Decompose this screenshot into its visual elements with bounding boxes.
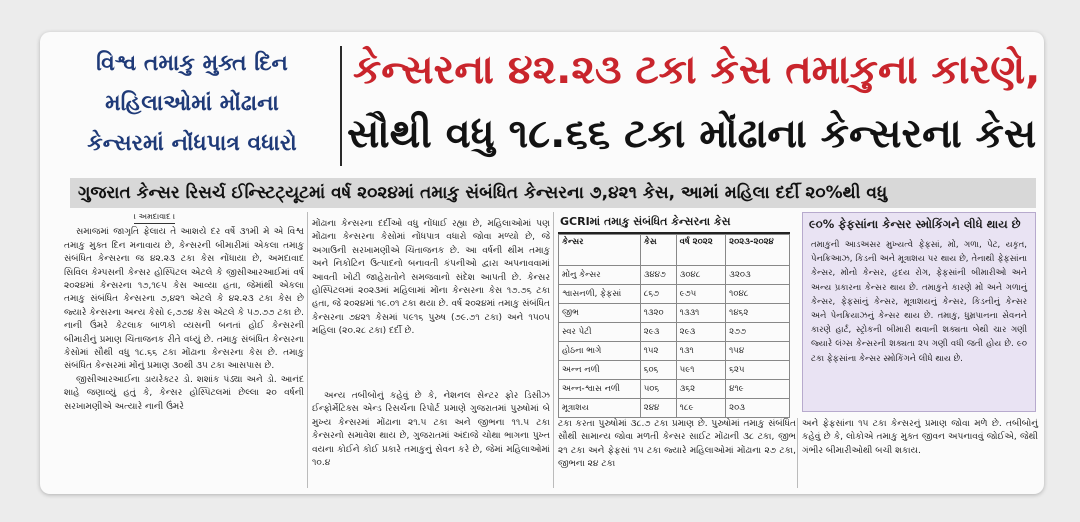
case-count-cell: ૯૭૫: [676, 285, 726, 304]
article-column-2: [312, 218, 550, 388]
case-count-cell: ૪૧૯: [726, 380, 790, 399]
article-column-2-continued: [312, 390, 550, 469]
headline-line-2: સૌથી વધુ ૧૮.૬૬ ટકા મોંઢાના કેન્સરના કેસ: [347, 111, 1037, 157]
cancer-type-cell: મૂત્રાશય: [559, 399, 641, 418]
table-row: [559, 380, 790, 399]
article-column-4: [802, 418, 1038, 488]
table-title: GCRIમાં તમાકુ સંબંધિત કેન્સરના કેસ: [558, 212, 790, 234]
table-header-cell: કેન્સર: [559, 235, 641, 266]
case-count-cell: ૨૯૩: [676, 323, 726, 342]
article-column-1: [64, 210, 304, 490]
cancer-type-cell: શ્વાસનળી, ફેફસાં: [559, 285, 641, 304]
table-row: [559, 304, 790, 323]
article-paragraph: ટકા કરતા પુરુષોમાં ૩૮.૭ ટકા પ્રમાણ છે. પુરુષોમાં તમાકુ સંબંધિત સૌથી સામાન્ય જોવા મળતી કેન્સર સાઈટ મોંઢાની ૩૮ ટકા, જીભ ૨૧ ટકા અને ફેફસાં ૧૫ ટકા જ્યારે મહિલાઓમાં મોંઢાના ૨૭ ટકા, જીભના ૨૪ ટકા: [558, 419, 796, 470]
cancer-type-cell: સ્વર પેટી: [559, 323, 641, 342]
case-count-cell: ૬૦૬: [640, 361, 676, 380]
case-count-cell: ૨૭૭: [726, 323, 790, 342]
article-paragraph: મોંઢાના કેન્સરના દર્દીઓ વધુ નોંધાઈ રહ્યા છે, મહિલાઓમાં પણ મોંઢાના કેન્સરના કેસોમાં નોંધપાત્ર વધારો જોવા મળ્યો છે, જે અગાઉની સરખામણીએ ચિંતાજનક છે. આ વર્ષની થીમ તમાકુ અને નિકોટિન ઉત્પાદનો બનાવતી કંપનીઓ દ્વારા અપનાવવામાં આવતી ખોટી જાહેરાતોને સમજવાનો સંદેશ આપતી છે. કેન્સર હોસ્પિટલમાં ૨૦૨૩માં મહિલામાં મોંના કેન્સરના કેસ ૧૭.૭૬ ટકા હતા, જે ૨૦૨૪માં ૧૯.૦૧ ટકા થયા છે. વર્ષ ૨૦૨૪માં તમાકુ સંબંધિત કેન્સરના ૭૪૨૧ કેસમાં ૫૯૧૬ પુરુષ (૭૯.૭૧ ટકા) અને ૧૫૦૫ મહિલા (૨૦.૨૮ ટકા) દર્દી છે.: [312, 219, 550, 337]
case-count-cell: ૨૦૩: [726, 399, 790, 418]
table-header-cell: વર્ષ ૨૦૨૨: [676, 235, 726, 266]
kicker-line: મહિલાઓમાં મોંઢાના: [105, 91, 279, 116]
case-count-cell: ૧૩૨૦: [640, 304, 676, 323]
cancer-type-cell: મોંનુ કેન્સર: [559, 266, 641, 285]
article-paragraph: સમાજમાં જાગૃતિ ફેલાય તે આશયે દર વર્ષે ૩૧મી મે એ વિશ્વ તમાકુ મુક્ત દિન મનાવાય છે, કેન્સરની બીમારીમાં એકલા તમાકુ સંબંધિત કેન્સરના જ ૪૨.૨૩ ટકા કેસ નોંધાયા છે, અમદાવાદ સિવિલ કેમ્પસની કેન્સર હોસ્પિટલ એટલે કે જીસીઆરઆઈમાં વર્ષ ૨૦૨૪માં કેન્સરના ૧૭,૧૯૫ કેસ આવ્યા હતા, જેમાંથી એકલા તમાકુ સંબંધિત કેન્સરના ૭,૪૨૧ એટલે કે ૪૨.૨૩ ટકા કેસ છે જ્યારે કેન્સરના અન્ય કેસો ૯,૭૭૪ કેસ એટલે કે ૫૭.૭૭ ટકા છે. નાની ઉંમરે કેટલાક બાળકો વ્યસની બનતાં હોઈ કેન્સરની બીમારીનું પ્રમાણ ચિંતાજનક રીતે વધ્યું છે. તમાકુ સંબંધિત કેન્સરના કેસોમાં સૌથી વધુ ૧૮.૬૬ ટકા મોંઢાના કેન્સરના કેસ છે. તમાકુ સંબંધિત કેન્સરમાં મોંનું પ્રમાણ ૩૦થી ૩૫ ટકા આસપાસ છે.: [64, 227, 304, 372]
table-header-cell: ૨૦૨૩-૨૦૨૪: [726, 235, 790, 266]
cancer-cases-table: [558, 212, 790, 412]
header-divider: [340, 46, 342, 166]
case-count-cell: ૧૩૩૧: [676, 304, 726, 323]
cancer-type-cell: અન્ન-શ્વાસ નળી: [559, 380, 641, 399]
cancer-type-cell: હોઠના ભાગે: [559, 342, 641, 361]
table-header-row: [559, 235, 790, 266]
table-row: [559, 342, 790, 361]
kicker-line: વિશ્વ તમાકુ મુક્ત દિન: [96, 51, 288, 76]
cancer-type-cell: અન્ન નળી: [559, 361, 641, 380]
cancer-type-cell: જીભ: [559, 304, 641, 323]
case-count-cell: ૧૪૬૨: [726, 304, 790, 323]
case-count-cell: ૧૫૪: [726, 342, 790, 361]
article-paragraph: અને ફેફસાંના ૧૫ ટકા કેન્સરનું પ્રમાણ જોવા મળે છે. તબીબોનું કહેવું છે કે, લોકોએ તમાકુ મુક્ત જીવન અપનાવવું જોઈએ, જેથી ગંભીર બીમારીઓથી બચી શકાય.: [802, 419, 1038, 456]
case-count-cell: ૨૯૩: [640, 323, 676, 342]
case-count-cell: ૫૯૧: [676, 361, 726, 380]
dateline: । અમદાવાદ ।: [134, 210, 175, 224]
case-count-cell: ૩૪૪૭: [640, 266, 676, 285]
case-count-cell: ૩૬૨: [676, 380, 726, 399]
case-count-cell: ૧૮૯: [676, 399, 726, 418]
table-row: [559, 285, 790, 304]
case-count-cell: ૨૪૪: [640, 399, 676, 418]
case-count-cell: ૩૦૪૮: [676, 266, 726, 285]
case-count-cell: ૬૨૫: [726, 361, 790, 380]
smoking-sidebar-box: [802, 212, 1036, 412]
case-count-cell: ૧૫૨: [640, 342, 676, 361]
sidebar-body: તમાકુની આડઅસર મુખ્યત્વે ફેફસાં, મોં, ગળા, પેટ, યકૃત, પેનક્રિઆઝ, કિડની અને મૂત્રાશય પર થાય છે, તેનાથી ફેફસાંના કેન્સર, મોંનો કેન્સર, હૃદય રોગ, ફેફસાંની બીમારીઓ અને અન્ય પ્રકારના કેન્સર થાય છે. તમાકુને કારણે મોં અને ગળાનું કેન્સર, ફેફસાંનું કેન્સર, મૂત્રાશયનું કેન્સર, કિડનીનું કેન્સર અને પેનક્રિયાઝનું કેન્સર થાય છે. તમાકુ, ધુમ્રપાનના સેવનને કારણે હાર્ટ, સ્ટ્રોકની બીમારી થવાની શક્યતા બેથી ચાર ગણી જ્યારે લંગ્સ કેન્સરની શક્યતા ૨૫ ગણી વધી જતી હોય છે. ૯૦ ટકા ફેફસાંના કેન્સર સ્મોકિંગને લીધે થાય છે.: [811, 240, 1027, 364]
kicker-headline: [54, 44, 330, 172]
article-column-3: [558, 418, 796, 488]
case-count-cell: ૧૩૧: [676, 342, 726, 361]
subheadline-bar: ગુજરાત કેન્સર રિસર્ચ ઈન્સ્ટિટ્યૂટમાં વર્ષ ૨૦૨૪માં તમાકુ સંબંધિત કેન્સરના ૭,૪૨૧ કેસ, આમાં મહિલા દર્દી ૨૦%થી વધુ: [70, 178, 1036, 208]
case-count-cell: ૮૬૭: [640, 285, 676, 304]
table-row: [559, 323, 790, 342]
article-paragraph: જીસીઆરઆઈના ડાયરેક્ટર ડો. શશાંક પંડ્યા અને ડો. આનંદ શાહે જણાવ્યું હતું કે, કેન્સર હોસ્પિટલમાં છેલ્લા ૨૦ વર્ષની સરખામણીએ અત્યારે નાની ઉંમરે: [64, 374, 304, 412]
table-row: [559, 399, 790, 418]
newspaper-clipping: [40, 32, 1044, 494]
column-divider: [307, 212, 308, 488]
case-count-cell: ૩૨૦૩: [726, 266, 790, 285]
sidebar-title: ૯૦% ફેફસાંના કેન્સર સ્મોકિંગને લીધે થાય છે: [809, 217, 1021, 231]
article-paragraph: અન્ય તબીબોનું કહેવું છે કે, નેશનલ સેન્ટર ફોર ડિસીઝ ઈન્ફોર્મેટિક્સ એન્ડ રિસર્ચના રિપોર્ટ પ્રમાણે ગુજરાતમાં પુરુષોમાં બે મુખ્ય કેન્સરમાં મોંઢાના ૨૧.૫ ટકા અને જીભના ૧૧.૫ ટકા કેન્સરનો સમાવેશ થાય છે, ગુજરાતમાં અંદાજે ચોથા ભાગના પુખ્ત વયના કોઈને કોઈ પ્રકારે તમાકુનું સેવન કરે છે, જેમાં મહિલાઓમાં ૧૦.૪: [312, 391, 550, 469]
table-header-cell: કેસ: [640, 235, 676, 266]
case-count-cell: ૫૦૬: [640, 380, 676, 399]
kicker-line: કેન્સરમાં નોંધપાત્ર વધારો: [87, 131, 297, 156]
headline-line-1: કેન્સરના ૪૨.૨૩ ટકા કેસ તમાકુના કારણે,: [353, 47, 1041, 93]
case-count-cell: ૧૦૪૮: [726, 285, 790, 304]
main-headline: [345, 38, 1041, 172]
data-table: [558, 234, 790, 418]
table-row: [559, 361, 790, 380]
column-divider: [797, 418, 798, 488]
table-row: [559, 266, 790, 285]
column-divider: [553, 212, 554, 488]
